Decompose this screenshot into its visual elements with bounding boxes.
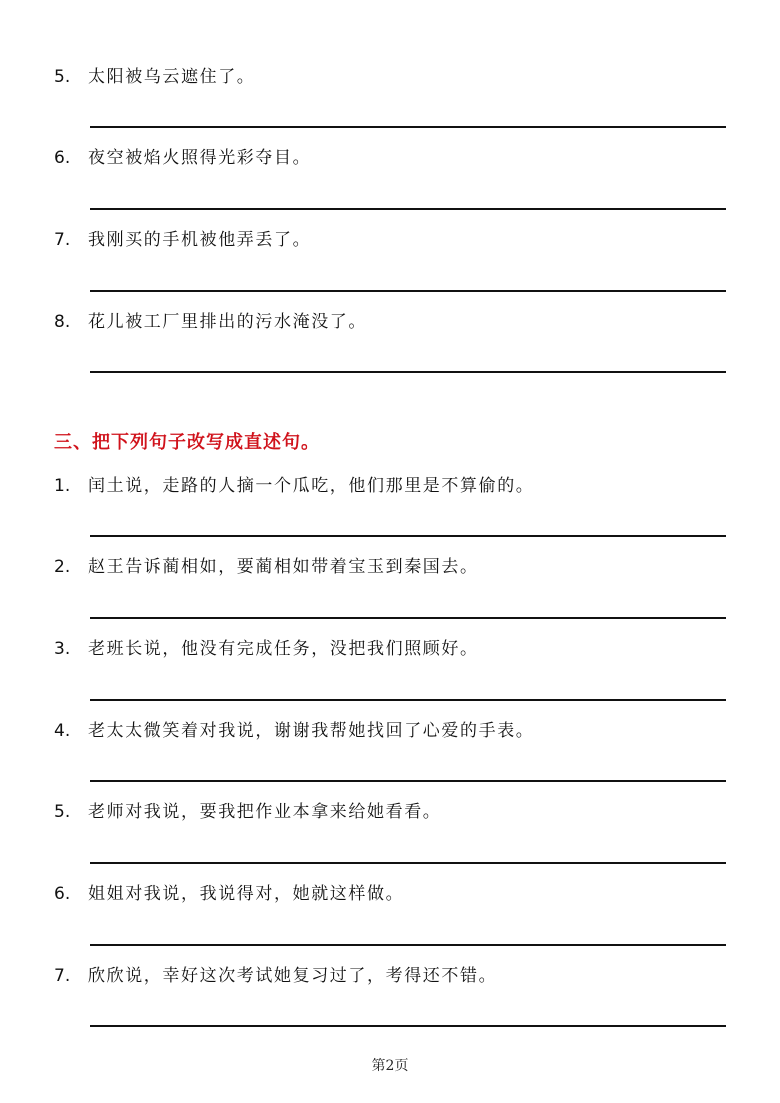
question-text: 老班长说，他没有完成任务，没把我们照顾好。 bbox=[88, 639, 479, 659]
answer-line[interactable] bbox=[90, 944, 726, 946]
question-number: 6. bbox=[54, 884, 71, 904]
answer-line[interactable] bbox=[90, 371, 726, 373]
page-number: 第2页 bbox=[371, 1058, 409, 1074]
answer-line[interactable] bbox=[90, 126, 726, 128]
question-number: 1. bbox=[54, 476, 71, 496]
question-text: 姐姐对我说，我说得对，她就这样做。 bbox=[88, 884, 405, 904]
section-title: 三、把下列句子改写成直述句。 bbox=[54, 432, 320, 453]
answer-line[interactable] bbox=[90, 208, 726, 210]
question-text: 赵王告诉蔺相如，要蔺相如带着宝玉到秦国去。 bbox=[88, 557, 479, 577]
question-text: 太阳被乌云遮住了。 bbox=[88, 67, 256, 87]
question-text: 我刚买的手机被他弄丢了。 bbox=[88, 230, 312, 250]
answer-line[interactable] bbox=[90, 699, 726, 701]
answer-line[interactable] bbox=[90, 617, 726, 619]
question-number: 8. bbox=[54, 312, 71, 332]
question-text: 老太太微笑着对我说，谢谢我帮她找回了心爱的手表。 bbox=[88, 721, 535, 741]
answer-line[interactable] bbox=[90, 780, 726, 782]
answer-line[interactable] bbox=[90, 1025, 726, 1027]
question-number: 7. bbox=[54, 966, 71, 986]
question-number: 3. bbox=[54, 639, 71, 659]
answer-line[interactable] bbox=[90, 290, 726, 292]
question-text: 夜空被焰火照得光彩夺目。 bbox=[88, 148, 312, 168]
question-number: 6. bbox=[54, 148, 71, 168]
question-number: 5. bbox=[54, 67, 71, 87]
question-number: 5. bbox=[54, 802, 71, 822]
answer-line[interactable] bbox=[90, 535, 726, 537]
question-text: 花儿被工厂里排出的污水淹没了。 bbox=[88, 312, 367, 332]
question-number: 2. bbox=[54, 557, 71, 577]
question-text: 欣欣说，幸好这次考试她复习过了，考得还不错。 bbox=[88, 966, 498, 986]
question-text: 闰土说，走路的人摘一个瓜吃，他们那里是不算偷的。 bbox=[88, 476, 535, 496]
answer-line[interactable] bbox=[90, 862, 726, 864]
question-number: 7. bbox=[54, 230, 71, 250]
question-number: 4. bbox=[54, 721, 71, 741]
question-text: 老师对我说，要我把作业本拿来给她看看。 bbox=[88, 802, 442, 822]
